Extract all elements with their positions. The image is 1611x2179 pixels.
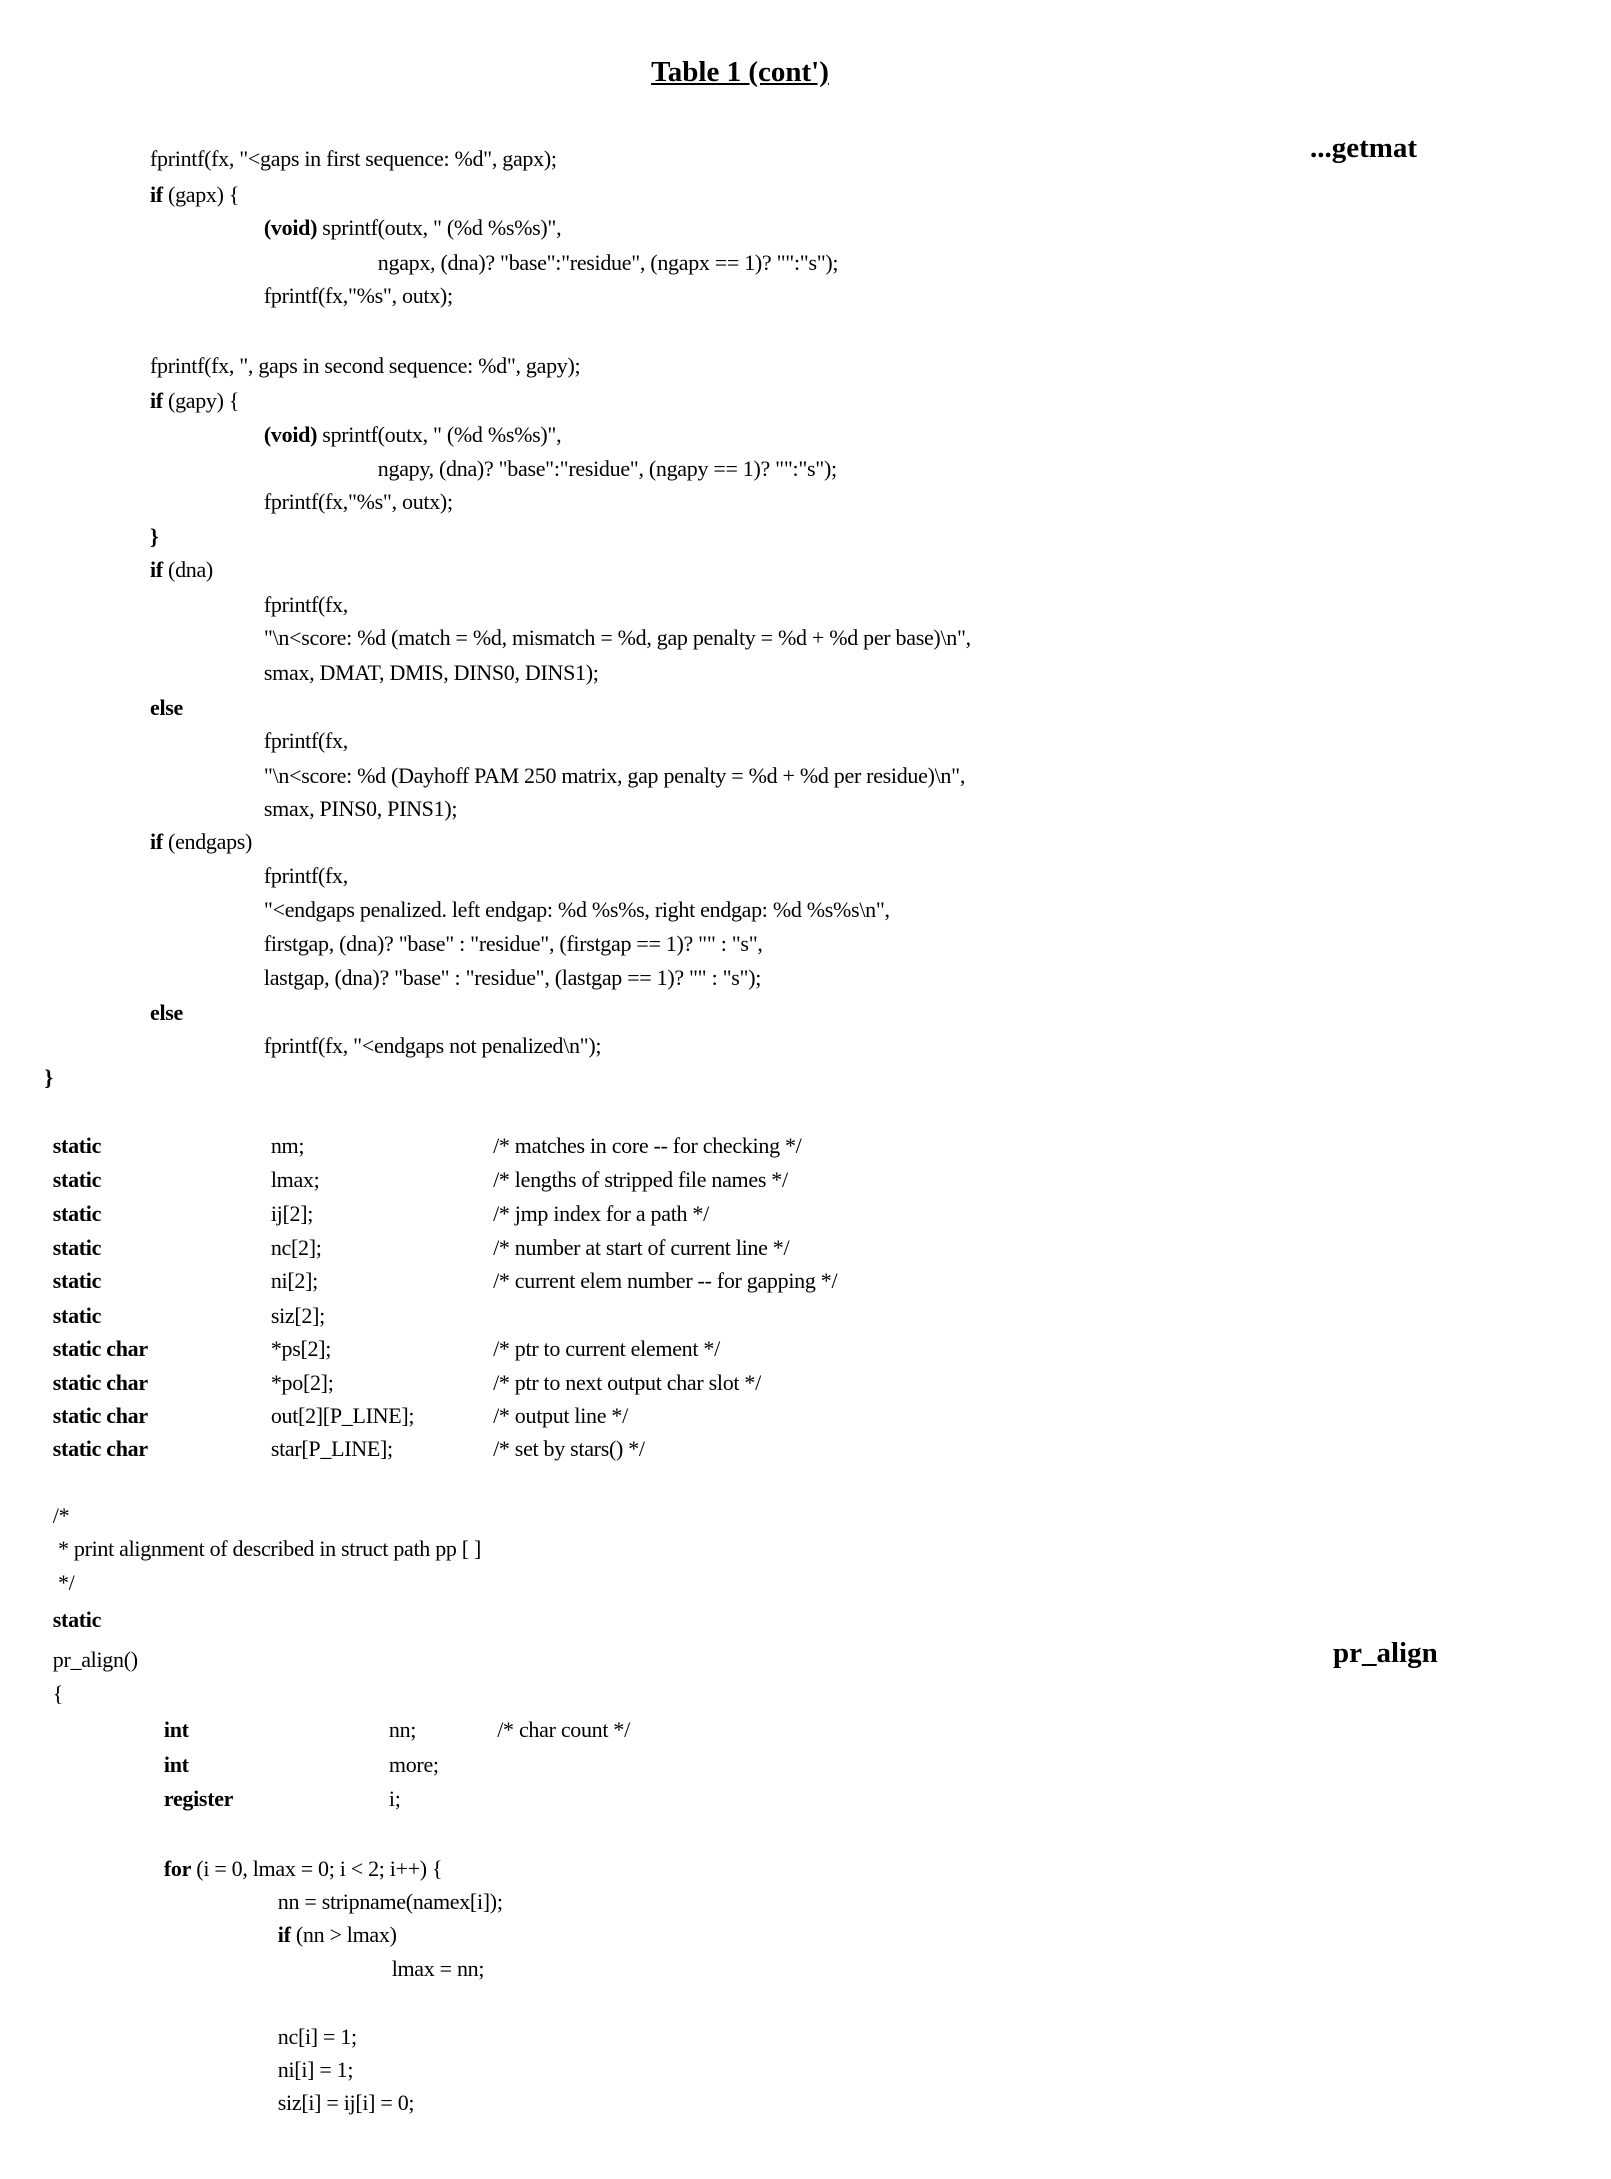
code-line	[264, 215, 561, 241]
declaration-comment: /* matches in core -- for checking */	[493, 1133, 801, 1159]
code-text: fprintf(fx,"%s", outx);	[264, 283, 453, 308]
code-line	[150, 182, 239, 208]
code-text: ngapx, (dna)? "base":"residue", (ngapx == 1)? "":"s");	[378, 250, 838, 275]
code-text: fprintf(fx, ", gaps in second sequence: %d", gapy);	[150, 353, 580, 378]
page-title: Table 1 (cont')	[0, 56, 1480, 89]
code-line	[264, 283, 453, 309]
code-text: */	[53, 1570, 75, 1595]
code-text: "\n<score: %d (Dayhoff PAM 250 matrix, gap penalty = %d + %d per residue)\n",	[264, 763, 965, 788]
code-text: (gapy) {	[163, 388, 239, 413]
code-keyword: if	[150, 557, 163, 582]
code-text: nn = stripname(namex[i]);	[278, 1889, 503, 1914]
code-line	[150, 524, 158, 550]
declaration-comment: /* set by stars() */	[493, 1436, 645, 1462]
declaration-type: static	[53, 1133, 101, 1159]
local-type: register	[164, 1786, 233, 1812]
code-keyword: for	[164, 1856, 191, 1881]
local-name: nn;	[389, 1717, 416, 1743]
code-keyword: (void)	[264, 422, 317, 447]
declaration-name: siz[2];	[271, 1303, 325, 1329]
code-line	[264, 625, 971, 651]
code-line	[53, 1681, 63, 1707]
local-name: i;	[389, 1786, 401, 1812]
declaration-type: static char	[53, 1403, 148, 1429]
code-line	[264, 863, 348, 889]
code-line	[44, 1065, 52, 1091]
code-text: lmax = nn;	[392, 1956, 485, 1981]
code-line	[264, 763, 965, 789]
code-line	[264, 897, 890, 923]
declaration-comment: /* jmp index for a path */	[493, 1201, 709, 1227]
code-text: sprintf(outx, " (%d %s%s)",	[317, 215, 561, 240]
code-line	[264, 965, 761, 991]
local-comment: /* char count */	[497, 1717, 630, 1743]
local-type: int	[164, 1752, 189, 1778]
code-text: (nn > lmax)	[291, 1922, 397, 1947]
code-keyword: if	[150, 388, 163, 413]
code-line	[264, 660, 599, 686]
code-text: firstgap, (dna)? "base" : "residue", (firstgap == 1)? "" : "s",	[264, 931, 763, 956]
section-label-getmat: ...getmat	[1310, 132, 1417, 165]
declaration-type: static	[53, 1235, 101, 1261]
code-text: fprintf(fx,"%s", outx);	[264, 489, 453, 514]
code-line	[378, 456, 837, 482]
declaration-type: static char	[53, 1436, 148, 1462]
code-line	[150, 1000, 183, 1026]
code-text: pr_align()	[53, 1647, 138, 1672]
declaration-name: *po[2];	[271, 1370, 334, 1396]
declaration-type: static	[53, 1167, 101, 1193]
code-line	[53, 1536, 481, 1562]
code-text: (gapx) {	[163, 182, 239, 207]
code-line	[392, 1956, 485, 1982]
code-keyword: }	[44, 1065, 52, 1090]
code-line	[150, 353, 580, 379]
declaration-name: out[2][P_LINE];	[271, 1403, 414, 1429]
code-keyword: else	[150, 695, 183, 720]
code-line	[150, 388, 239, 414]
code-text: fprintf(fx, "<gaps in first sequence: %d", gapx);	[150, 146, 557, 171]
code-text: (i = 0, lmax = 0; i < 2; i++) {	[191, 1856, 442, 1881]
code-text: smax, PINS0, PINS1);	[264, 796, 457, 821]
code-text: fprintf(fx,	[264, 728, 348, 753]
code-keyword: if	[150, 182, 163, 207]
declaration-name: nc[2];	[271, 1235, 322, 1261]
code-text: fprintf(fx,	[264, 592, 348, 617]
declaration-type: static	[53, 1201, 101, 1227]
code-text: {	[53, 1681, 63, 1706]
code-text: (endgaps)	[163, 829, 252, 854]
code-keyword: }	[150, 524, 158, 549]
code-keyword: else	[150, 1000, 183, 1025]
code-text: lastgap, (dna)? "base" : "residue", (lastgap == 1)? "" : "s");	[264, 965, 761, 990]
code-text: ngapy, (dna)? "base":"residue", (ngapy == 1)? "":"s");	[378, 456, 837, 481]
code-line	[278, 2024, 357, 2050]
code-line	[150, 695, 183, 721]
code-line	[264, 489, 453, 515]
code-line	[150, 829, 252, 855]
code-text: sprintf(outx, " (%d %s%s)",	[317, 422, 561, 447]
local-name: more;	[389, 1752, 439, 1778]
declaration-type: static	[53, 1303, 101, 1329]
code-text: (dna)	[163, 557, 213, 582]
declaration-name: lmax;	[271, 1167, 320, 1193]
declaration-name: *ps[2];	[271, 1336, 331, 1362]
code-line	[378, 250, 838, 276]
code-keyword: if	[150, 829, 163, 854]
code-line	[53, 1607, 101, 1633]
declaration-name: ij[2];	[271, 1201, 313, 1227]
declaration-name: ni[2];	[271, 1268, 318, 1294]
code-text: smax, DMAT, DMIS, DINS0, DINS1);	[264, 660, 599, 685]
code-text: /*	[53, 1503, 70, 1528]
declaration-comment: /* ptr to next output char slot */	[493, 1370, 761, 1396]
code-line	[264, 796, 457, 822]
code-keyword: (void)	[264, 215, 317, 240]
declaration-type: static char	[53, 1370, 148, 1396]
declaration-type: static char	[53, 1336, 148, 1362]
code-line	[278, 2090, 414, 2116]
code-line	[53, 1647, 138, 1673]
code-line	[53, 1570, 75, 1596]
code-line	[264, 931, 763, 957]
code-line	[150, 146, 557, 172]
code-text: nc[i] = 1;	[278, 2024, 357, 2049]
code-text: siz[i] = ij[i] = 0;	[278, 2090, 414, 2115]
code-line	[264, 592, 348, 618]
code-text: * print alignment of described in struct path pp [ ]	[53, 1536, 481, 1561]
declaration-comment: /* number at start of current line */	[493, 1235, 789, 1261]
code-line	[164, 1856, 442, 1882]
declaration-type: static	[53, 1268, 101, 1294]
code-text: "<endgaps penalized. left endgap: %d %s%s, right endgap: %d %s%s\n",	[264, 897, 890, 922]
declaration-comment: /* current elem number -- for gapping */	[493, 1268, 837, 1294]
declaration-name: star[P_LINE];	[271, 1436, 393, 1462]
code-line	[150, 557, 213, 583]
declaration-comment: /* lengths of stripped file names */	[493, 1167, 788, 1193]
section-label-pr-align: pr_align	[1333, 1637, 1438, 1670]
code-line	[264, 1033, 601, 1059]
code-text: fprintf(fx,	[264, 863, 348, 888]
code-text: ni[i] = 1;	[278, 2057, 353, 2082]
local-type: int	[164, 1717, 189, 1743]
code-line	[264, 728, 348, 754]
code-line	[264, 422, 561, 448]
code-keyword: static	[53, 1607, 101, 1632]
code-line	[53, 1503, 70, 1529]
declaration-comment: /* ptr to current element */	[493, 1336, 720, 1362]
declaration-name: nm;	[271, 1133, 304, 1159]
code-line	[278, 1922, 397, 1948]
code-line	[278, 2057, 353, 2083]
code-text: fprintf(fx, "<endgaps not penalized\n");	[264, 1033, 601, 1058]
code-text: "\n<score: %d (match = %d, mismatch = %d, gap penalty = %d + %d per base)\n",	[264, 625, 971, 650]
declaration-comment: /* output line */	[493, 1403, 628, 1429]
code-keyword: if	[278, 1922, 291, 1947]
code-line	[278, 1889, 503, 1915]
